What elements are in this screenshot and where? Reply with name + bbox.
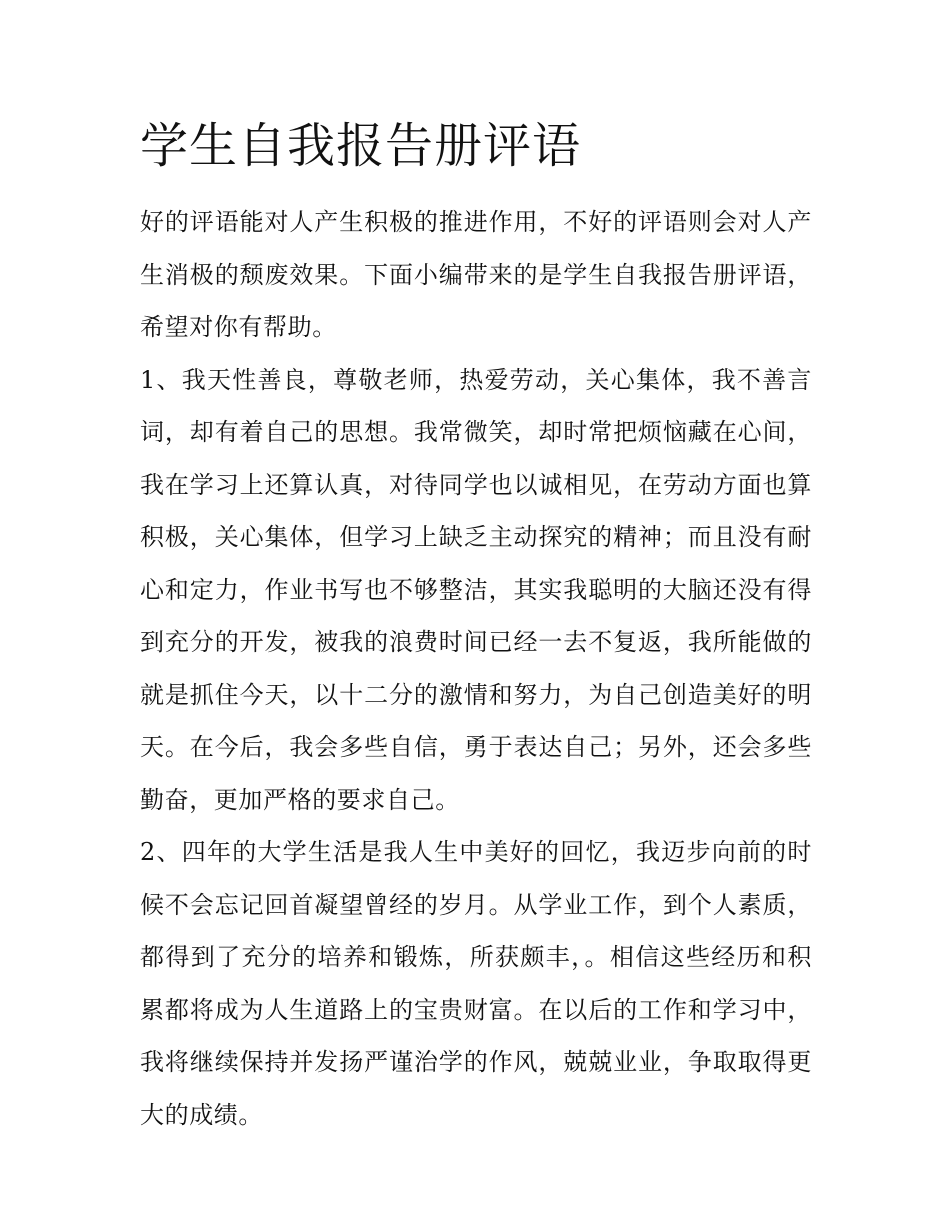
comment-paragraph-1: 1、我天性善良，尊敬老师，热爱劳动，关心集体，我不善言词，却有着自己的思想。我常微笑，却时常把烦恼藏在心间，我在学习上还算认真，对待同学也以诚相见，在劳动方面也算积极，关心集体，但学习上缺乏主动探究的精神；而且没有耐心和定力，作业书写也不够整洁，其实我聪明的大脑还没有得到充分的开发，被我的浪费时间已经一去不复返，我所能做的就是抓住今天，以十二分的激情和努力，为自己创造美好的明天。在今后，我会多些自信，勇于表达自己；另外，还会多些勤奋，更加严格的要求自己。 xyxy=(140,365,812,814)
comment-paragraph-2: 2、四年的大学生活是我人生中美好的回忆，我迈步向前的时候不会忘记回首凝望曾经的岁月。从学业工作，到个人素质，都得到了充分的培养和锻炼，所获颇丰，。相信这些经历和积累都将成为人生道路上的宝贵财富。在以后的工作和学习中，我将继续保持并发扬严谨治学的作风，兢兢业业，争取取得更大的成绩。 xyxy=(140,838,812,1129)
document-body xyxy=(140,196,812,1141)
document-title: 学生自我报告册评语 xyxy=(140,118,582,174)
intro-paragraph: 好的评语能对人产生积极的推进作用，不好的评语则会对人产生消极的颓废效果。下面小编带来的是学生自我报告册评语，希望对你有帮助。 xyxy=(140,208,812,341)
